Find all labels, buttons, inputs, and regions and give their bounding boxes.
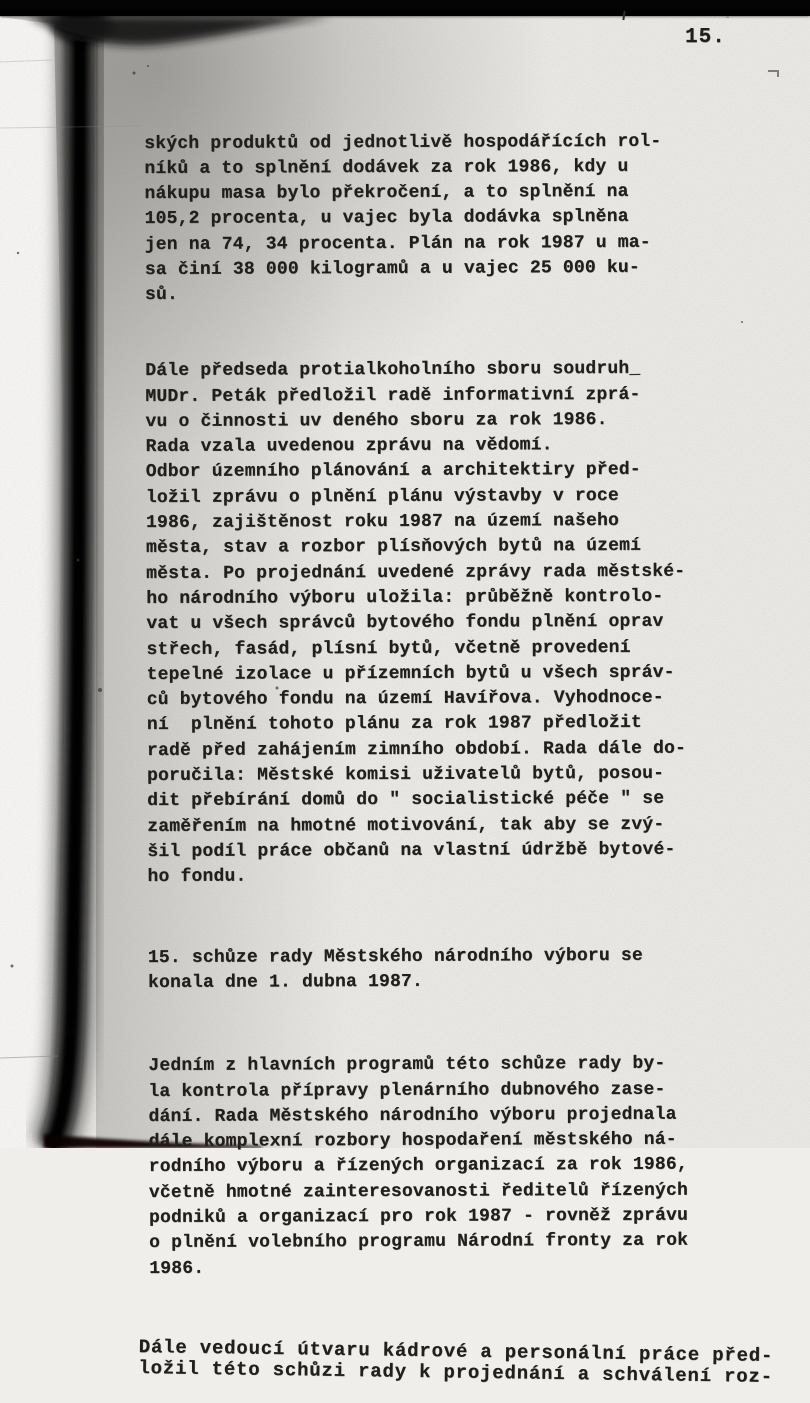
paragraph-deliveries: ských produktů od jednotlivě hospodářících rol- níků a to splnění dodávek za rok 1986, kdy u nákupu masa bylo překročení, a to splnění na 105,2 procenta, u vajec byla dodávka splněna jen na 74, 34 procenta. Plán na rok 1987 u ma- sa činí 38 000 kilogramů a u vajec 25 000 ku- sů. <box>144 131 662 306</box>
page-number: 15. <box>685 26 726 49</box>
stray-dot-mark <box>726 16 729 18</box>
section-heading-15th-meeting: 15. schůze rady Městského národního výboru se konala dne 1. dubna 1987. <box>147 945 643 994</box>
paragraph-meeting-agenda: Jedním z hlavních programů této schůze rady by- la kontrola přípravy plenárního dubnového zase- dání. Rada Městského národního výboru projednala dále komplexní rozbory hospodaření městského ná- rodního výboru a řízených organizací za rok 1986, včetně hmotné zainteresovanosti ředitelů řízených podniků a organizací pro rok 1987 - rovněž zprávu o plnění volebního programu Národní fronty za rok 1986. <box>148 1054 689 1279</box>
paragraph-council-reports: Dále předseda protialkoholního sboru soudruh_ MUDr. Peták předložil radě informativní zprá- vu o činnosti uv deného sboru za rok 1986. Rada vzala uvedenou zprávu na vědomí. Odbor územního plánování a architektiry před- ložil zprávu o plnění plánu výstavby v roce 1986, zajištěnost roku 1987 na území našeho města, stav a rozbor plísňových bytů na území města. Po projednání uvedené zprávy rada městské- ho národního výboru uložila: průběžně kontrolo- vat u všech správců bytového fondu plnění oprav střech, fasád, plísní bytů, včetně provedení tepelné izolace u přízemních bytů u všech správ- ců bytového fondu na území Havířova. Vyhodnoce- ní plnění tohoto plánu za rok 1987 předložit radě před zahájením zimního období. Rada dále do- poručila: Městské komisi uživatelů bytů, posou- dit přebírání domů do " socialistické péče " se zaměřením na hmotné motivování, tak aby se zvý- šil podíl práce občanů na vlastní údržbě bytové- ho fondu. <box>145 359 687 888</box>
document-text <box>138 79 774 1403</box>
stray-angle-mark <box>768 70 779 77</box>
paragraph-cadre-work: Dále vedoucí útvaru kádrové a personální práce před- ložil této schůzi rady k projednání a schválení roz- <box>138 1335 774 1387</box>
